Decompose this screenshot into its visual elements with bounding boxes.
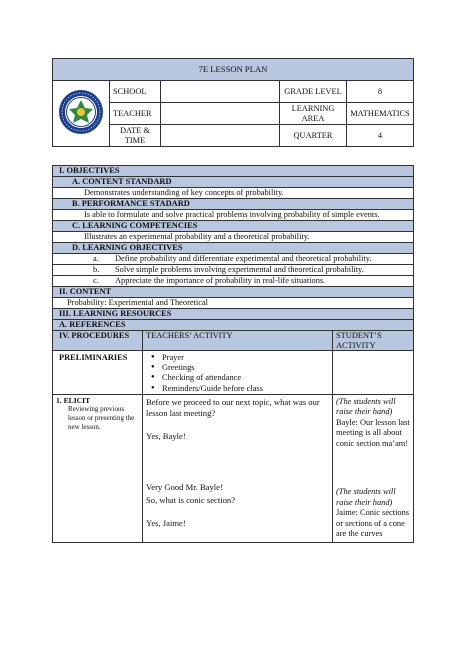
objective-item-row: [53, 254, 414, 265]
list-item: ● Reminders/Guide before class: [162, 384, 329, 394]
learning-objectives-row: [53, 243, 414, 254]
objective-item: [53, 254, 414, 265]
learning-area-label: LEARNING AREA: [280, 103, 347, 125]
elicit-student-cell: [333, 394, 414, 542]
elicit-teacher-cell: [143, 394, 333, 542]
learning-competencies-row: [53, 221, 414, 232]
lesson-plan-header-table: [52, 58, 414, 147]
school-value: [161, 81, 280, 103]
quarter-label: QUARTER: [280, 125, 347, 147]
learning-competencies-text-row: [53, 232, 414, 243]
preliminaries-list-cell: [143, 351, 333, 394]
objective-letter: c.: [93, 276, 99, 286]
school-label: SCHOOL: [110, 81, 161, 103]
list-item: ● Checking of attendance: [162, 373, 329, 383]
objective-item: [53, 276, 414, 287]
references-row: [53, 320, 414, 331]
learning-objectives-label: D. LEARNING OBJECTIVES: [53, 243, 414, 254]
header-row-school: [53, 81, 414, 103]
performance-standard-label: B. PERFORMANCE STADARD: [53, 199, 414, 210]
procedures-header-row: [53, 331, 414, 351]
objective-letter: a.: [93, 254, 99, 264]
teacher-line: So, what is conic section?: [146, 495, 236, 506]
grade-level-label: GRADE LEVEL: [280, 81, 347, 103]
student-line: Jaime: Conic sections or sections of a cone are the curves: [336, 508, 410, 539]
preliminaries-student-cell: [333, 351, 414, 394]
date-time-label: DATE & TIME: [110, 125, 161, 147]
objective-text: Appreciate the importance of probability in real-life situations.: [115, 276, 326, 286]
content-heading-row: [53, 287, 414, 298]
logo-cell: [53, 81, 110, 147]
content-text-row: [53, 298, 414, 309]
content-standard-row: [53, 177, 414, 188]
performance-standard-text-row: [53, 210, 414, 221]
content-standard-label: A. CONTENT STANDARD: [53, 177, 414, 188]
student-line: Bayle: Our lesson last meeting is all about conic section ma’am!: [336, 417, 410, 448]
objectives-heading-row: [53, 166, 414, 177]
student-line: (The students will raise their hand): [336, 396, 396, 417]
performance-standard-row: [53, 199, 414, 210]
procedures-col-header: IV. PROCEDURES: [53, 331, 143, 351]
quarter-value: 4: [347, 125, 414, 147]
header-title: 7E LESSON PLAN: [53, 59, 414, 81]
references-label: A. REFERENCES: [53, 320, 414, 331]
grade-level-value: 8: [347, 81, 414, 103]
teacher-line: Yes, Bayle!: [146, 430, 186, 441]
header-title-row: [53, 59, 414, 81]
objective-text: Solve simple problems involving experimental and theoretical probability.: [115, 265, 364, 275]
elicit-cell: [53, 394, 143, 542]
teacher-label: TEACHER: [110, 103, 161, 125]
preliminaries-list: [146, 353, 329, 393]
list-item: ● Prayer: [162, 353, 329, 363]
elicit-row: [53, 394, 414, 542]
student-line: (The students will raise their hand): [336, 487, 396, 507]
list-item: ● Greetings: [162, 363, 329, 373]
school-seal-icon: [58, 89, 104, 135]
learning-area-value: MATHEMATICS: [347, 103, 414, 125]
elicit-label: 1. ELICIT: [56, 395, 91, 405]
teacher-value: [161, 103, 280, 125]
objective-letter: b.: [93, 265, 100, 275]
preliminaries-label: PRELIMINARIES: [53, 351, 143, 394]
teacher-line: Before we proceed to our next topic, what was our lesson last meeting?: [146, 396, 320, 418]
content-standard-text-row: [53, 188, 414, 199]
resources-heading-row: [53, 309, 414, 320]
teachers-activity-col-header: TEACHERS’ ACTIVITY: [143, 331, 333, 351]
objective-item: [53, 265, 414, 276]
content-standard-text: Demonstrates understanding of key concepts of probability.: [53, 188, 414, 199]
performance-standard-text: Is able to formulate and solve practical problems involving probability of simple events.: [53, 210, 414, 221]
preliminaries-row: [53, 351, 414, 394]
objective-item-row: [53, 265, 414, 276]
learning-competencies-text: Illustrates an experimental probability and a theoretical probability.: [53, 232, 414, 243]
lesson-plan-main-table: [52, 165, 414, 543]
students-activity-col-header: STUDENT’S ACTIVITY: [333, 331, 414, 351]
objective-text: Define probability and differentiate experimental and theoretical probability.: [115, 254, 372, 264]
date-time-value: [161, 125, 280, 147]
content-text: Probability: Experimental and Theoretical: [53, 298, 414, 309]
elicit-description: Reviewing previous lesson or presenting the new lesson.: [68, 405, 135, 431]
content-heading: II. CONTENT: [53, 287, 414, 298]
resources-heading: III. LEARNING RESOURCES: [53, 309, 414, 320]
teacher-line: Yes, Jaime!: [146, 518, 186, 529]
learning-competencies-label: C. LEARNING COMPETENCIES: [53, 221, 414, 232]
teacher-line: Very Good Mr. Bayle!: [146, 482, 223, 493]
objectives-heading: I. OBJECTIVES: [53, 166, 414, 177]
objective-item-row: [53, 276, 414, 287]
